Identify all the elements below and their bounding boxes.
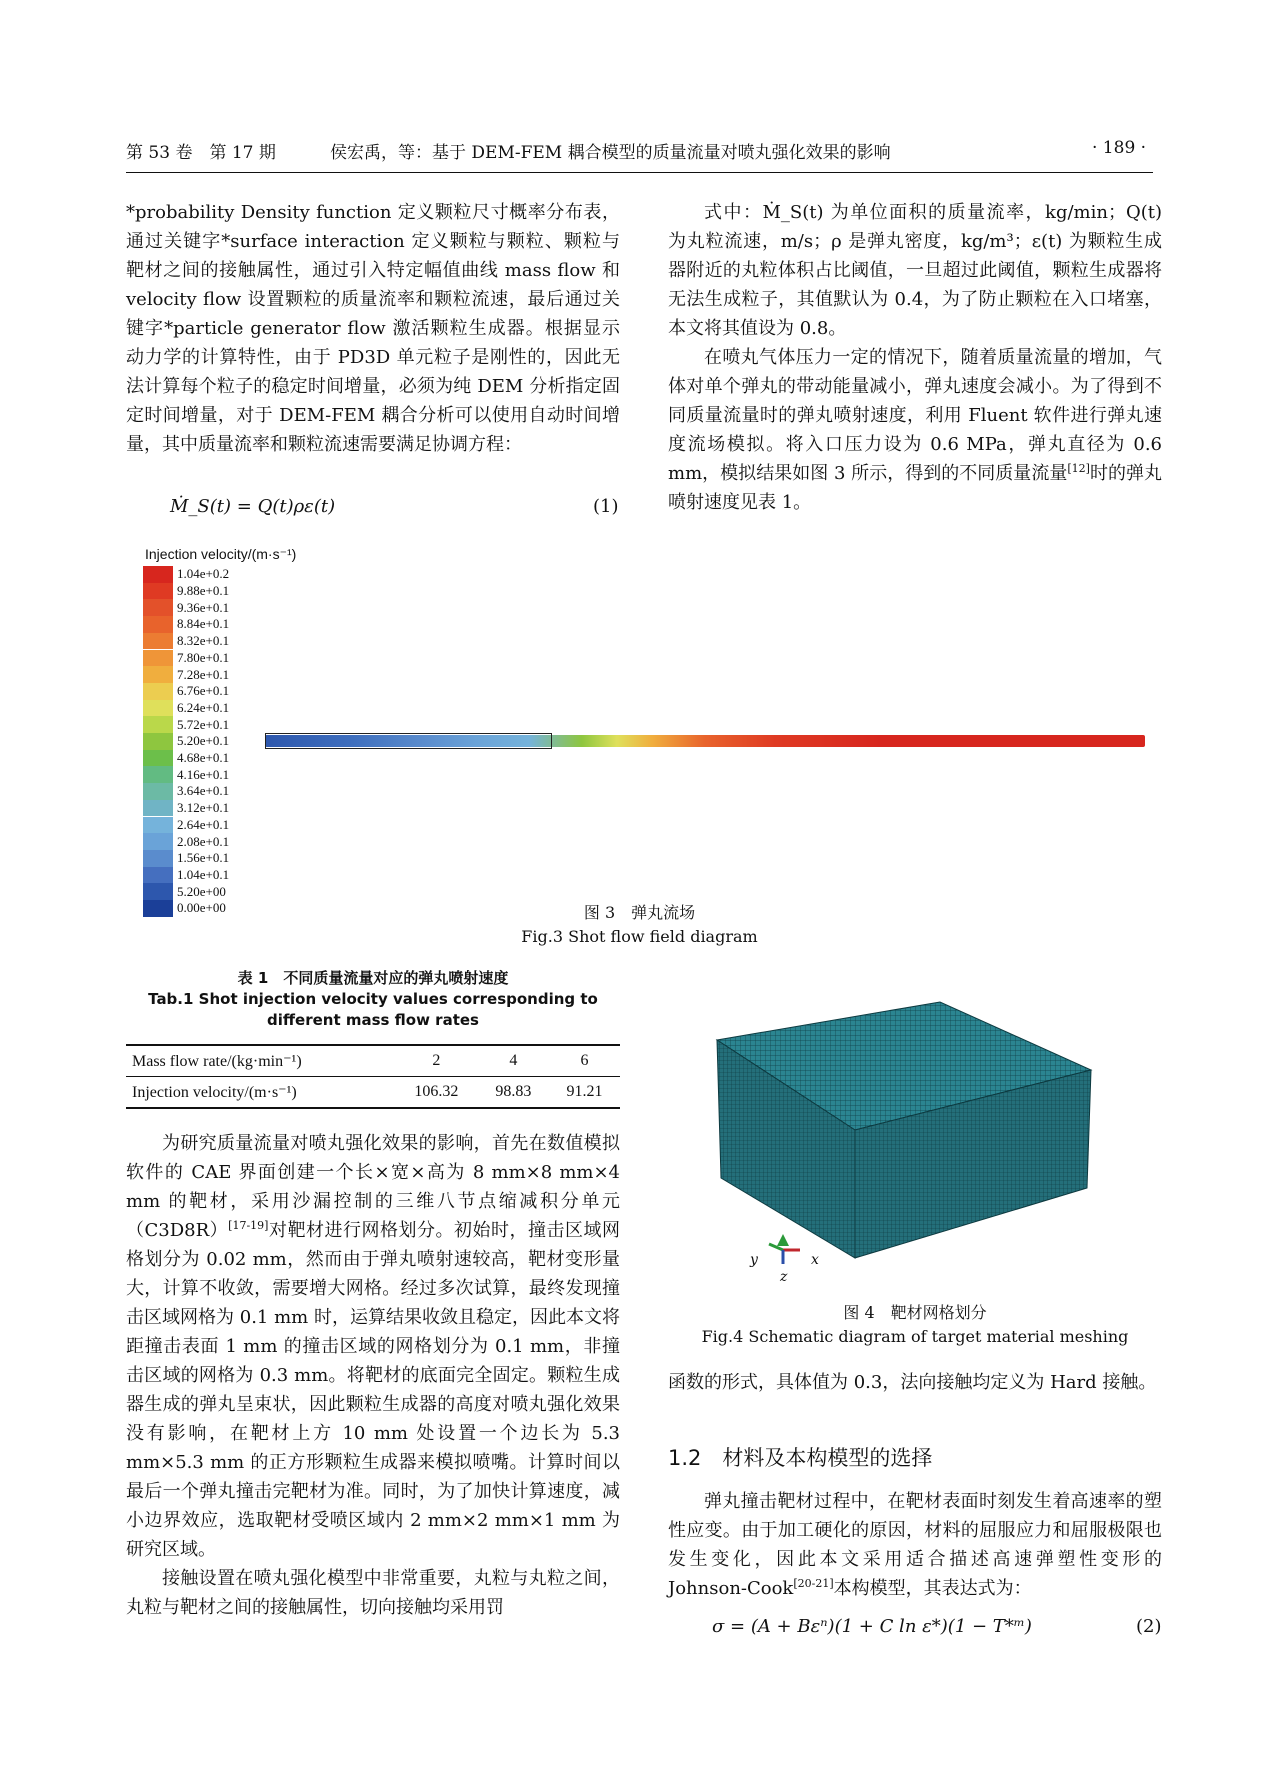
legend-entry bbox=[143, 633, 229, 650]
left-paragraph-block-2 bbox=[126, 1129, 620, 1622]
table-cell: 98.83 bbox=[478, 1077, 549, 1109]
table-1-title-cn: 表 1 不同质量流量对应的弹丸喷射速度 bbox=[237, 969, 509, 987]
right-paragraph-1: 式中：Ṁ_S(t) 为单位面积的质量流率，kg/min；Q(t) 为丸粒流速，m/s；ρ 是弹丸密度，kg/m³；ε(t) 为颗粒生成器附近的丸粒体积占比阈值，一旦超过此阈值，颗粒生成器将无法生成粒子，其值默认为 0.4，为了防止颗粒在入口堵塞，本文将其值设为 0.8。 bbox=[668, 202, 1162, 339]
flow-field-inlet-outline bbox=[265, 733, 552, 749]
legend-label: 2.08e+0.1 bbox=[177, 833, 230, 849]
legend-swatch bbox=[143, 883, 173, 900]
equation-1: Ṁ_S(t) = Q(t)ρε(t) bbox=[170, 496, 336, 517]
legend-label: 9.88e+0.1 bbox=[177, 583, 230, 599]
table-cell: Mass flow rate/(kg·min⁻¹) bbox=[126, 1045, 395, 1077]
legend-title: Injection velocity/(m·s⁻¹) bbox=[145, 546, 297, 562]
legend-label: 5.72e+0.1 bbox=[177, 716, 230, 732]
section-heading: 1.2 材料及本构模型的选择 bbox=[668, 1446, 933, 1470]
table-1-caption bbox=[126, 968, 620, 1031]
legend-entry bbox=[143, 733, 229, 750]
right-paragraph-2: 在喷丸气体压力一定的情况下，随着质量流量的增加，气体对单个弹丸的带动能量减小，弹丸速度会减小。为了得到不同质量流量时的弹丸喷射速度，利用 Fluent 软件进行弹丸速度流场模拟。将入口压力设为 0.6 MPa，弹丸直径为 0.6 mm，模拟结果如图 3 所示，得到的不同质量流量[12]时的弹丸喷射速度见表 1。 bbox=[668, 347, 1163, 513]
right-paragraph-3: 弹丸撞击靶材过程中，在靶材表面时刻发生着高速率的塑性应变。由于加工硬化的原因，材料的屈服应力和屈服极限也发生变化，因此本文采用适合描述高速弹塑性变形的 Johnson-Cook[20-21]本构模型，其表达式为： bbox=[668, 1491, 1162, 1599]
legend-swatch bbox=[143, 733, 173, 750]
right-paragraph-continued: 函数的形式，具体值为 0.3，法向接触均定义为 Hard 接触。 bbox=[668, 1372, 1157, 1393]
legend-label: 7.28e+0.1 bbox=[177, 666, 230, 682]
legend-entry bbox=[143, 800, 229, 817]
legend-swatch bbox=[143, 766, 173, 783]
figure-4-caption-en: Fig.4 Schematic diagram of target material meshing bbox=[701, 1327, 1129, 1346]
legend-label: 7.80e+0.1 bbox=[177, 649, 230, 665]
legend-label: 5.20e+0.1 bbox=[177, 733, 230, 749]
journal-volume: 第 53 卷 第 17 期 bbox=[126, 143, 276, 163]
legend-swatch bbox=[143, 700, 173, 717]
legend-swatch bbox=[143, 616, 173, 633]
table-row bbox=[126, 1045, 620, 1077]
figure-4-caption-cn: 图 4 靶材网格划分 bbox=[843, 1303, 987, 1322]
legend-swatch bbox=[143, 817, 173, 834]
table-1 bbox=[126, 1044, 620, 1109]
legend-entry bbox=[143, 750, 229, 767]
legend-swatch bbox=[143, 566, 173, 583]
legend-swatch bbox=[143, 867, 173, 884]
legend-swatch bbox=[143, 850, 173, 867]
legend-entry bbox=[143, 716, 229, 733]
legend-swatch bbox=[143, 716, 173, 733]
legend-swatch bbox=[143, 683, 173, 700]
legend-entry bbox=[143, 817, 229, 834]
running-title: 侯宏禹，等：基于 DEM-FEM 耦合模型的质量流量对喷丸强化效果的影响 bbox=[330, 143, 891, 163]
page-number: · 189 · bbox=[1092, 138, 1147, 158]
left-paragraph-3: 接触设置在喷丸强化模型中非常重要，丸粒与丸粒之间，丸粒与靶材之间的接触属性，切向接触均采用罚 bbox=[126, 1568, 620, 1618]
legend-entry bbox=[143, 583, 229, 600]
legend-label: 4.16e+0.1 bbox=[177, 766, 230, 782]
legend-entry bbox=[143, 599, 229, 616]
legend-label: 2.64e+0.1 bbox=[177, 816, 230, 832]
legend-label: 1.56e+0.1 bbox=[177, 850, 230, 866]
table-cell: Injection velocity/(m·s⁻¹) bbox=[126, 1077, 395, 1109]
axis-label-x: x bbox=[811, 1252, 819, 1268]
legend-label: 9.36e+0.1 bbox=[177, 599, 230, 615]
legend-entry bbox=[143, 850, 229, 867]
left-paragraph-1: *probability Density function 定义颗粒尺寸概率分布表，通过关键字*surface interaction 定义颗粒与颗粒、颗粒与靶材之间的接触属性，通过引入特定幅值曲线 mass flow 和 velocity flow 设置颗粒的质量流率和颗粒流速，最后通过关键字*particle generator flow 激活颗粒生成器。根据显示动力学的计算特性，由于 PD3D 单元粒子是刚性的，因此无法计算每个粒子的稳定时间增量，必须为纯 DEM 分析指定固定时间增量，对于 DEM-FEM 耦合分析可以使用自动时间增量，其中质量流率和颗粒流速需要满足协调方程： bbox=[126, 202, 620, 455]
legend-swatch bbox=[143, 783, 173, 800]
legend-swatch bbox=[143, 650, 173, 667]
legend-label: 1.04e+0.2 bbox=[177, 566, 230, 582]
legend-entry bbox=[143, 783, 229, 800]
legend-label: 0.00e+00 bbox=[177, 900, 226, 916]
legend-swatch bbox=[143, 633, 173, 650]
legend-entry bbox=[143, 683, 229, 700]
legend-entry bbox=[143, 666, 229, 683]
table-cell: 4 bbox=[478, 1045, 549, 1077]
legend-label: 3.12e+0.1 bbox=[177, 800, 230, 816]
right-paragraph-block bbox=[668, 198, 1162, 517]
figure-3-caption-en: Fig.3 Shot flow field diagram bbox=[521, 927, 758, 946]
legend-entry bbox=[143, 650, 229, 667]
legend-label: 5.20e+00 bbox=[177, 883, 226, 899]
table-cell: 106.32 bbox=[395, 1077, 478, 1109]
legend-entry bbox=[143, 867, 229, 884]
header-rule bbox=[126, 172, 1153, 173]
table-cell: 91.21 bbox=[549, 1077, 620, 1109]
legend-label: 3.64e+0.1 bbox=[177, 783, 230, 799]
axis-label-y: y bbox=[750, 1252, 758, 1268]
legend-label: 1.04e+0.1 bbox=[177, 866, 230, 882]
legend-swatch bbox=[143, 833, 173, 850]
legend-entry bbox=[143, 616, 229, 633]
table-cell: 6 bbox=[549, 1045, 620, 1077]
legend-swatch bbox=[143, 666, 173, 683]
legend-swatch bbox=[143, 583, 173, 600]
legend-label: 8.32e+0.1 bbox=[177, 633, 230, 649]
equation-2: σ = (A + Bεⁿ)(1 + C ln ε*)(1 − T*ᵐ) bbox=[712, 1616, 1032, 1637]
table-1-title-en-1: Tab.1 Shot injection velocity values corresponding to bbox=[148, 990, 598, 1008]
equation-1-number: (1) bbox=[593, 496, 619, 517]
legend-entry bbox=[143, 766, 229, 783]
legend-swatch bbox=[143, 800, 173, 817]
axis-label-z: z bbox=[780, 1269, 788, 1285]
left-paragraph-2: 为研究质量流量对喷丸强化效果的影响，首先在数值模拟软件的 CAE 界面创建一个长×宽×高为 8 mm×8 mm×4 mm 的靶材，采用沙漏控制的三维八节点缩减积分单元（C3D8R）[17-19]对靶材进行网格划分。初始时，撞击区域网格划分为 0.02 mm，然而由于弹丸喷射速较高，靶材变形量大，计算不收敛，需要增大网格。经过多次试算，最终发现撞击区域网格为 0.1 mm 时，运算结果收敛且稳定，因此本文将距撞击表面 1 mm 的撞击区域的网格划分为 0.1 mm，非撞击区域的网格为 0.3 mm。将靶材的底面完全固定。颗粒生成器生成的弹丸呈束状，因此颗粒生成器的高度对喷丸强化效果没有影响，在靶材上方 10 mm 处设置一个边长为 5.3 mm×5.3 mm 的正方形颗粒生成器来模拟喷嘴。计算时间以最后一个弹丸撞击完靶材为准。同时，为了加快计算速度，减小边界效应，选取靶材受喷区域内 2 mm×2 mm×1 mm 为研究区域。 bbox=[126, 1133, 620, 1560]
table-row bbox=[126, 1077, 620, 1109]
legend-label: 4.68e+0.1 bbox=[177, 750, 230, 766]
legend-entry bbox=[143, 883, 226, 900]
mesh-block-figure bbox=[715, 1000, 1095, 1260]
legend-label: 6.76e+0.1 bbox=[177, 683, 230, 699]
figure-3-caption-cn: 图 3 弹丸流场 bbox=[583, 903, 696, 922]
table-1-title-en-2: different mass flow rates bbox=[267, 1011, 479, 1029]
legend-label: 8.84e+0.1 bbox=[177, 616, 230, 632]
legend-label: 6.24e+0.1 bbox=[177, 699, 230, 715]
table-cell: 2 bbox=[395, 1045, 478, 1077]
equation-2-number: (2) bbox=[1136, 1616, 1162, 1637]
legend-swatch bbox=[143, 599, 173, 616]
legend-entry bbox=[143, 700, 229, 717]
legend-entry bbox=[143, 566, 229, 583]
legend-swatch bbox=[143, 750, 173, 767]
legend-entry bbox=[143, 833, 229, 850]
